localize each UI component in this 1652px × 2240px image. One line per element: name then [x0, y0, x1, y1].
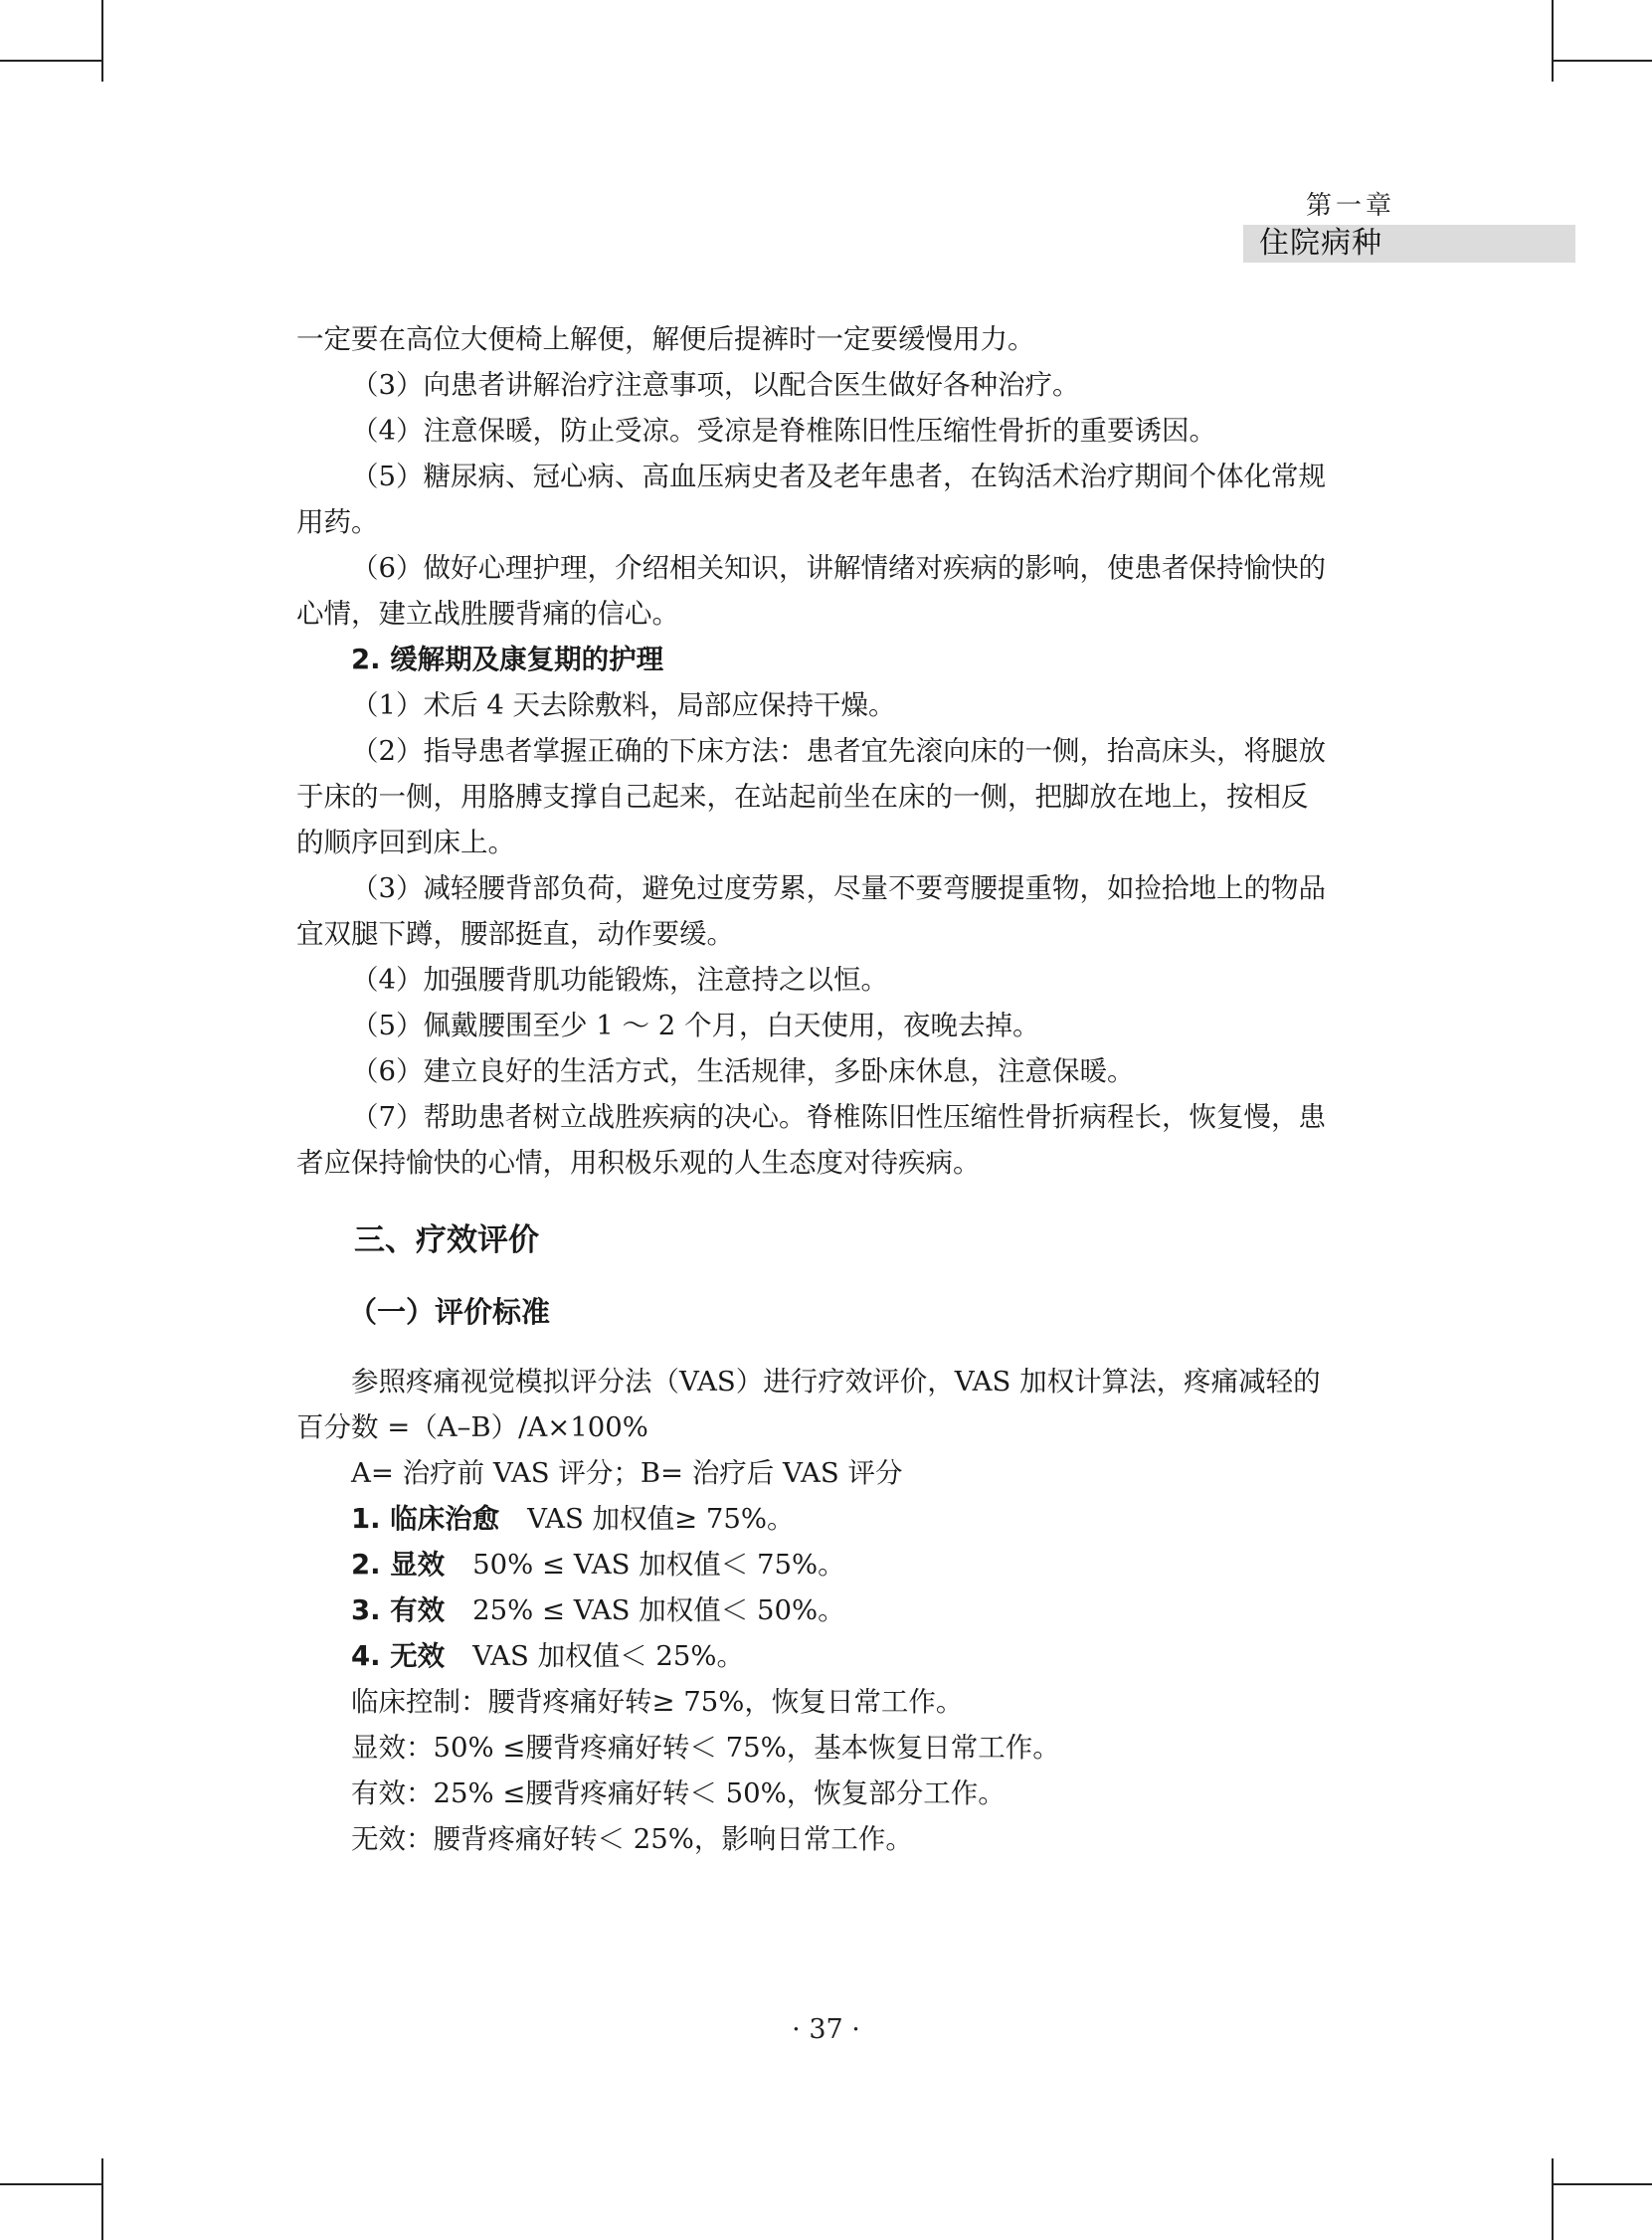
- section-heading: 三、疗效评价: [354, 1222, 539, 1258]
- text-line: 参照疼痛视觉模拟评分法（VAS）进行疗效评价，VAS 加权计算法，疼痛减轻的: [351, 1366, 1321, 1398]
- text-line: 者应保持愉快的心情，用积极乐观的人生态度对待疾病。: [296, 1147, 981, 1179]
- text-line: （7）帮助患者树立战胜疾病的决心。脊椎陈旧性压缩性骨折病程长，恢复慢，患: [351, 1101, 1326, 1133]
- criterion-row: [296, 1542, 1394, 1587]
- body-text: [296, 316, 1394, 1862]
- crop-mark: [1552, 2158, 1554, 2240]
- crop-mark: [1552, 2183, 1652, 2185]
- criterion-term: 1. 临床治愈: [351, 1503, 500, 1535]
- outcome-line: 显效：50% ≤腰背疼痛好转＜ 75%，基本恢复日常工作。: [351, 1732, 1060, 1764]
- criterion-row: [296, 1496, 1394, 1542]
- chapter-title: 住院病种: [1259, 226, 1382, 261]
- text-line: （3）向患者讲解治疗注意事项，以配合医生做好各种治疗。: [351, 369, 1080, 401]
- text-line: （1）术后 4 天去除敷料，局部应保持干燥。: [351, 689, 896, 721]
- text-line: （3）减轻腰背部负荷，避免过度劳累，尽量不要弯腰提重物，如捡拾地上的物品: [351, 872, 1326, 904]
- text-line: A= 治疗前 VAS 评分；B= 治疗后 VAS 评分: [351, 1457, 903, 1489]
- criterion-desc: VAS 加权值＜ 25%。: [472, 1640, 744, 1672]
- text-line: 一定要在高位大便椅上解便，解便后提裤时一定要缓慢用力。: [296, 323, 1035, 355]
- outcome-line: 有效：25% ≤腰背疼痛好转＜ 50%，恢复部分工作。: [351, 1777, 1006, 1809]
- criterion-term: 2. 显效: [351, 1549, 446, 1581]
- text-line: 用药。: [296, 506, 379, 538]
- criterion-row: [296, 1633, 1394, 1679]
- subsection-heading: （一）评价标准: [348, 1295, 551, 1329]
- text-line: （6）做好心理护理，介绍相关知识，讲解情绪对疾病的影响，使患者保持愉快的: [351, 552, 1326, 584]
- text-line: （4）加强腰背肌功能锻炼，注意持之以恒。: [351, 964, 888, 996]
- criterion-desc: 25% ≤ VAS 加权值＜ 50%。: [472, 1594, 845, 1626]
- formula-line: 百分数 =（A–B）/A×100%: [296, 1411, 648, 1443]
- text-line: （6）建立良好的生活方式，生活规律，多卧床休息，注意保暖。: [351, 1055, 1135, 1087]
- criterion-row: [296, 1587, 1394, 1633]
- crop-mark: [101, 0, 103, 82]
- text-line: （5）佩戴腰围至少 1 ～ 2 个月，白天使用，夜晚去掉。: [351, 1010, 1040, 1041]
- outcome-line: 无效：腰背疼痛好转＜ 25%，影响日常工作。: [351, 1823, 913, 1855]
- outcome-line: 临床控制：腰背疼痛好转≥ 75%，恢复日常工作。: [351, 1686, 964, 1718]
- criterion-desc: 50% ≤ VAS 加权值＜ 75%。: [472, 1549, 845, 1581]
- criterion-term: 4. 无效: [351, 1640, 446, 1672]
- crop-mark: [1552, 0, 1554, 82]
- text-line: 于床的一侧，用胳膊支撑自己起来，在站起前坐在床的一侧，把脚放在地上，按相反: [296, 781, 1309, 813]
- crop-mark: [1552, 60, 1652, 62]
- crop-mark: [101, 2158, 103, 2240]
- criterion-desc: VAS 加权值≥ 75%。: [527, 1503, 795, 1535]
- text-line: （5）糖尿病、冠心病、高血压病史者及老年患者，在钩活术治疗期间个体化常规: [351, 461, 1326, 492]
- crop-mark: [0, 60, 101, 62]
- text-line: （2）指导患者掌握正确的下床方法：患者宜先滚向床的一侧，抬高床头，将腿放: [351, 735, 1326, 767]
- crop-mark: [0, 2183, 101, 2185]
- text-line: 宜双腿下蹲，腰部挺直，动作要缓。: [296, 918, 734, 950]
- criterion-term: 3. 有效: [351, 1594, 446, 1626]
- subsection-title: 2. 缓解期及康复期的护理: [351, 644, 664, 675]
- page-number: · 37 ·: [792, 2014, 860, 2045]
- chapter-label: 第一章: [1306, 191, 1396, 221]
- text-line: 的顺序回到床上。: [296, 827, 515, 858]
- text-line: 心情，建立战胜腰背痛的信心。: [296, 598, 679, 630]
- text-line: （4）注意保暖，防止受凉。受凉是脊椎陈旧性压缩性骨折的重要诱因。: [351, 415, 1216, 447]
